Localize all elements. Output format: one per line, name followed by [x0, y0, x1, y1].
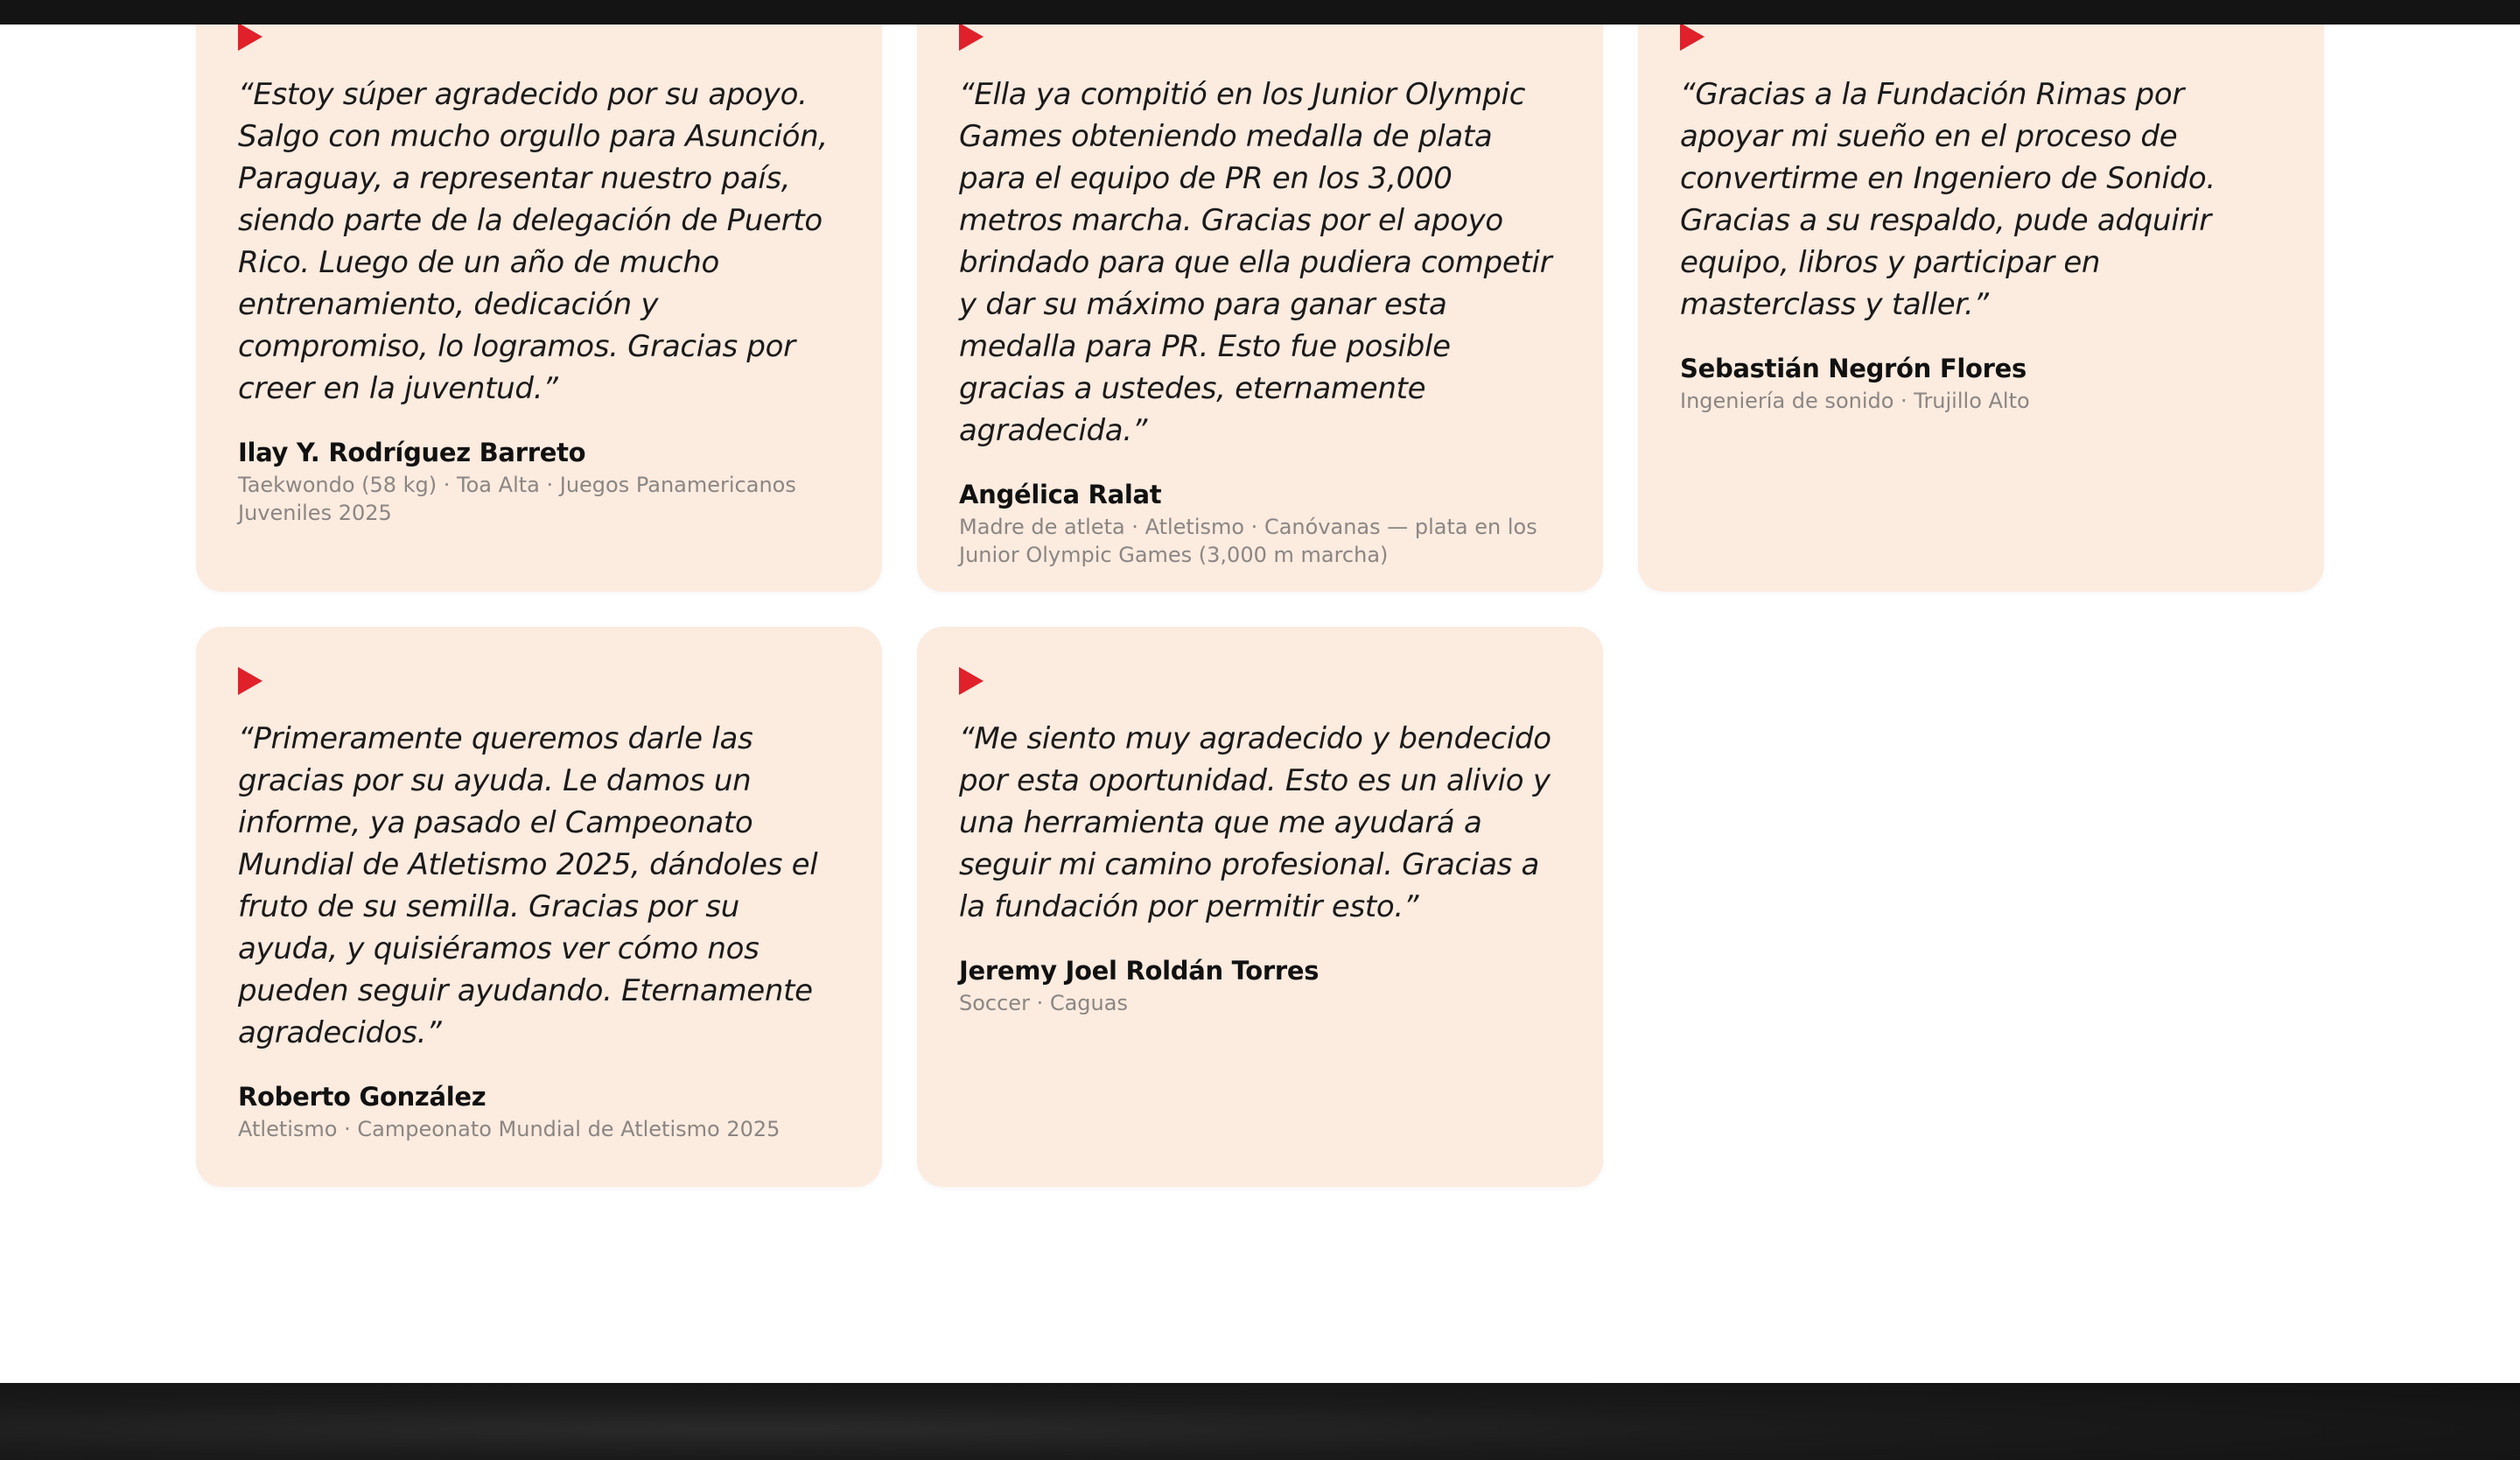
play-icon[interactable] — [238, 667, 262, 695]
play-icon[interactable] — [959, 667, 984, 695]
testimonial-detail: Atletismo · Campeonato Mundial de Atletismo 2025 — [238, 1117, 780, 1141]
testimonial-detail: Soccer · Caguas — [959, 991, 1128, 1015]
testimonial-quote: “Primeramente queremos darle las gracias por su ayuda. Le damos un informe, ya pasado el Campeonato Mundial de Atletismo 2025, dándoles el fruto de su semilla. Gracias por su ayuda, y quisiéramos ver cómo nos pueden seguir ayudando. Eternamente agradecidos.” — [238, 721, 818, 1050]
top-bar — [0, 0, 2520, 25]
testimonial-author: Jeremy Joel Roldán Torres — [959, 956, 1320, 986]
play-icon[interactable] — [1680, 23, 1704, 51]
testimonial-quote: “Me siento muy agradecido y bendecido por esta oportunidad. Esto es un alivio y una herramienta que me ayudará a seguir mi camino profesional. Gracias a la fundación por permitir esto.” — [959, 721, 1551, 924]
testimonial-card — [196, 627, 882, 1187]
testimonial-author: Ilay Y. Rodríguez Barreto — [238, 438, 586, 467]
testimonial-detail: Madre de atleta · Atletismo · Canóvanas — plata en los Junior Olympic Games (3,000 m marcha) — [959, 515, 1537, 567]
testimonial-quote: “Estoy súper agradecido por su apoyo. Salgo con mucho orgullo para Asunción, Paraguay, a representar nuestro país, siendo parte de la delegación de Puerto Rico. Luego de un año de mucho entrenamiento, dedicación y compromiso, lo logramos. Gracias por creer en la juventud.” — [238, 77, 828, 406]
testimonial-detail: Taekwondo (58 kg) · Toa Alta · Juegos Panamericanos Juveniles 2025 — [238, 473, 796, 525]
testimonial-quote: “Ella ya compitió en los Junior Olympic Games obteniendo medalla de plata para el equipo de PR en los 3,000 metros marcha. Gracias por el apoyo brindado para que ella pudiera competir y dar su máximo para ganar esta medalla para PR. Esto fue posible gracias a ustedes, eternamente agradecida.” — [959, 77, 1552, 448]
testimonial-card — [917, 0, 1603, 592]
footer — [0, 1383, 2520, 1460]
play-icon[interactable] — [238, 23, 262, 51]
testimonial-card — [917, 627, 1603, 1187]
testimonial-author: Sebastián Negrón Flores — [1680, 354, 2026, 383]
testimonial-author: Angélica Ralat — [959, 480, 1162, 509]
testimonial-quote: “Gracias a la Fundación Rimas por apoyar mi sueño en el proceso de convertirme en Ingeniero de Sonido. Gracias a su respaldo, pude adquirir equipo, libros y participar en masterclass y taller.” — [1680, 77, 2216, 322]
testimonial-card — [196, 0, 882, 592]
testimonial-author: Roberto González — [238, 1082, 486, 1112]
testimonial-card — [1638, 0, 2324, 592]
play-icon[interactable] — [959, 23, 984, 51]
testimonial-detail: Ingeniería de sonido · Trujillo Alto — [1680, 389, 2030, 413]
